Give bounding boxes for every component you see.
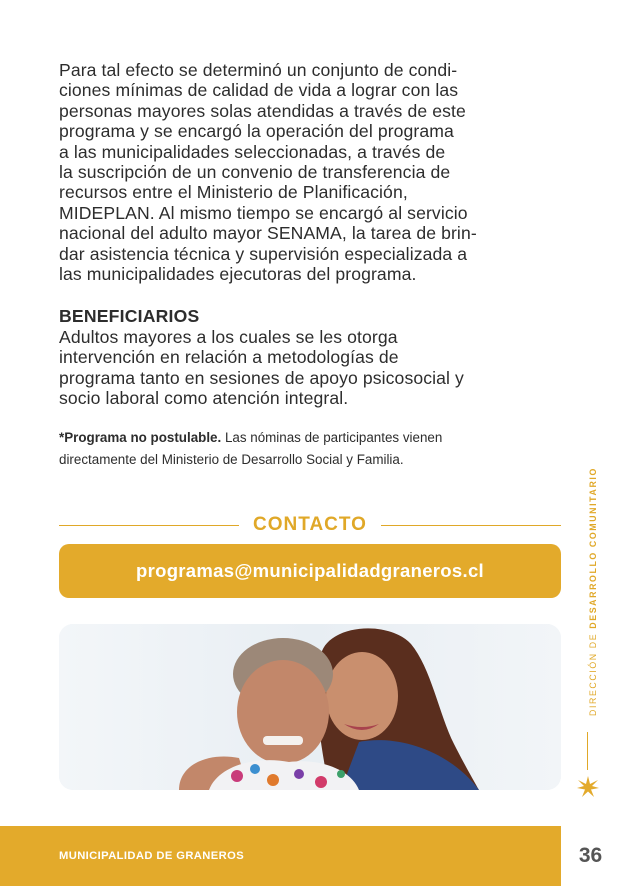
department-label bbox=[588, 467, 598, 716]
paragraph-line: personas mayores solas atendidas a través de este bbox=[59, 100, 466, 121]
paragraph-line: ciones mínimas de calidad de vida a lograr con las bbox=[59, 80, 459, 101]
paragraph-line: nacional del adulto mayor SENAMA, la tarea de brin- bbox=[59, 223, 477, 244]
divider bbox=[59, 525, 239, 526]
photo-illustration bbox=[59, 624, 561, 790]
intro-paragraph bbox=[59, 60, 564, 284]
paragraph-line: socio laboral como atención integral. bbox=[59, 388, 349, 409]
paragraph-line: programa y se encargó la operación del programa bbox=[59, 121, 454, 142]
footnote-text: Las nóminas de participantes vienen bbox=[221, 429, 443, 445]
paragraph-line: a las municipalidades seleccionadas, a través de bbox=[59, 141, 446, 162]
paragraph-line: dar asistencia técnica y supervisión especializada a bbox=[59, 243, 468, 264]
footnote-bold: *Programa no postulable. bbox=[59, 429, 222, 445]
department-prefix: DIRECCIÓN DE bbox=[588, 628, 598, 716]
footer-org: MUNICIPALIDAD DE GRANEROS bbox=[59, 850, 245, 862]
paragraph-line: las municipalidades ejecutoras del programa. bbox=[59, 264, 417, 285]
divider bbox=[381, 525, 561, 526]
paragraph-line: la suscripción de un convenio de transferencia de bbox=[59, 162, 451, 183]
paragraph-line: intervención en relación a metodologías de bbox=[59, 347, 399, 368]
paragraph-line: Adultos mayores a los cuales se les otorga bbox=[59, 326, 398, 347]
vertical-divider bbox=[587, 732, 588, 770]
paragraph-line: recursos entre el Ministerio de Planificación, bbox=[59, 182, 408, 203]
beneficiarios-heading: BENEFICIARIOS bbox=[59, 306, 200, 327]
department-name: DESARROLLO COMUNITARIO bbox=[588, 467, 598, 629]
main-content bbox=[59, 60, 564, 471]
paragraph-line: Para tal efecto se determinó un conjunto de condi- bbox=[59, 60, 458, 80]
beneficiarios-paragraph bbox=[59, 327, 564, 409]
paragraph-line: MIDEPLAN. Al mismo tiempo se encargó al servicio bbox=[59, 202, 468, 223]
footnote bbox=[59, 427, 564, 471]
page-number: 36 bbox=[578, 844, 603, 867]
star-icon bbox=[577, 776, 599, 798]
footer-bar bbox=[0, 826, 561, 886]
email-link[interactable]: programas@municipalidadgraneros.cl bbox=[59, 544, 561, 598]
photo-two-women bbox=[59, 624, 561, 790]
footnote-text: directamente del Ministerio de Desarrollo Social y Familia. bbox=[59, 451, 404, 467]
paragraph-line: programa tanto en sesiones de apoyo psicosocial y bbox=[59, 367, 464, 388]
contact-title: CONTACTO bbox=[253, 514, 367, 535]
contact-header bbox=[59, 512, 561, 538]
